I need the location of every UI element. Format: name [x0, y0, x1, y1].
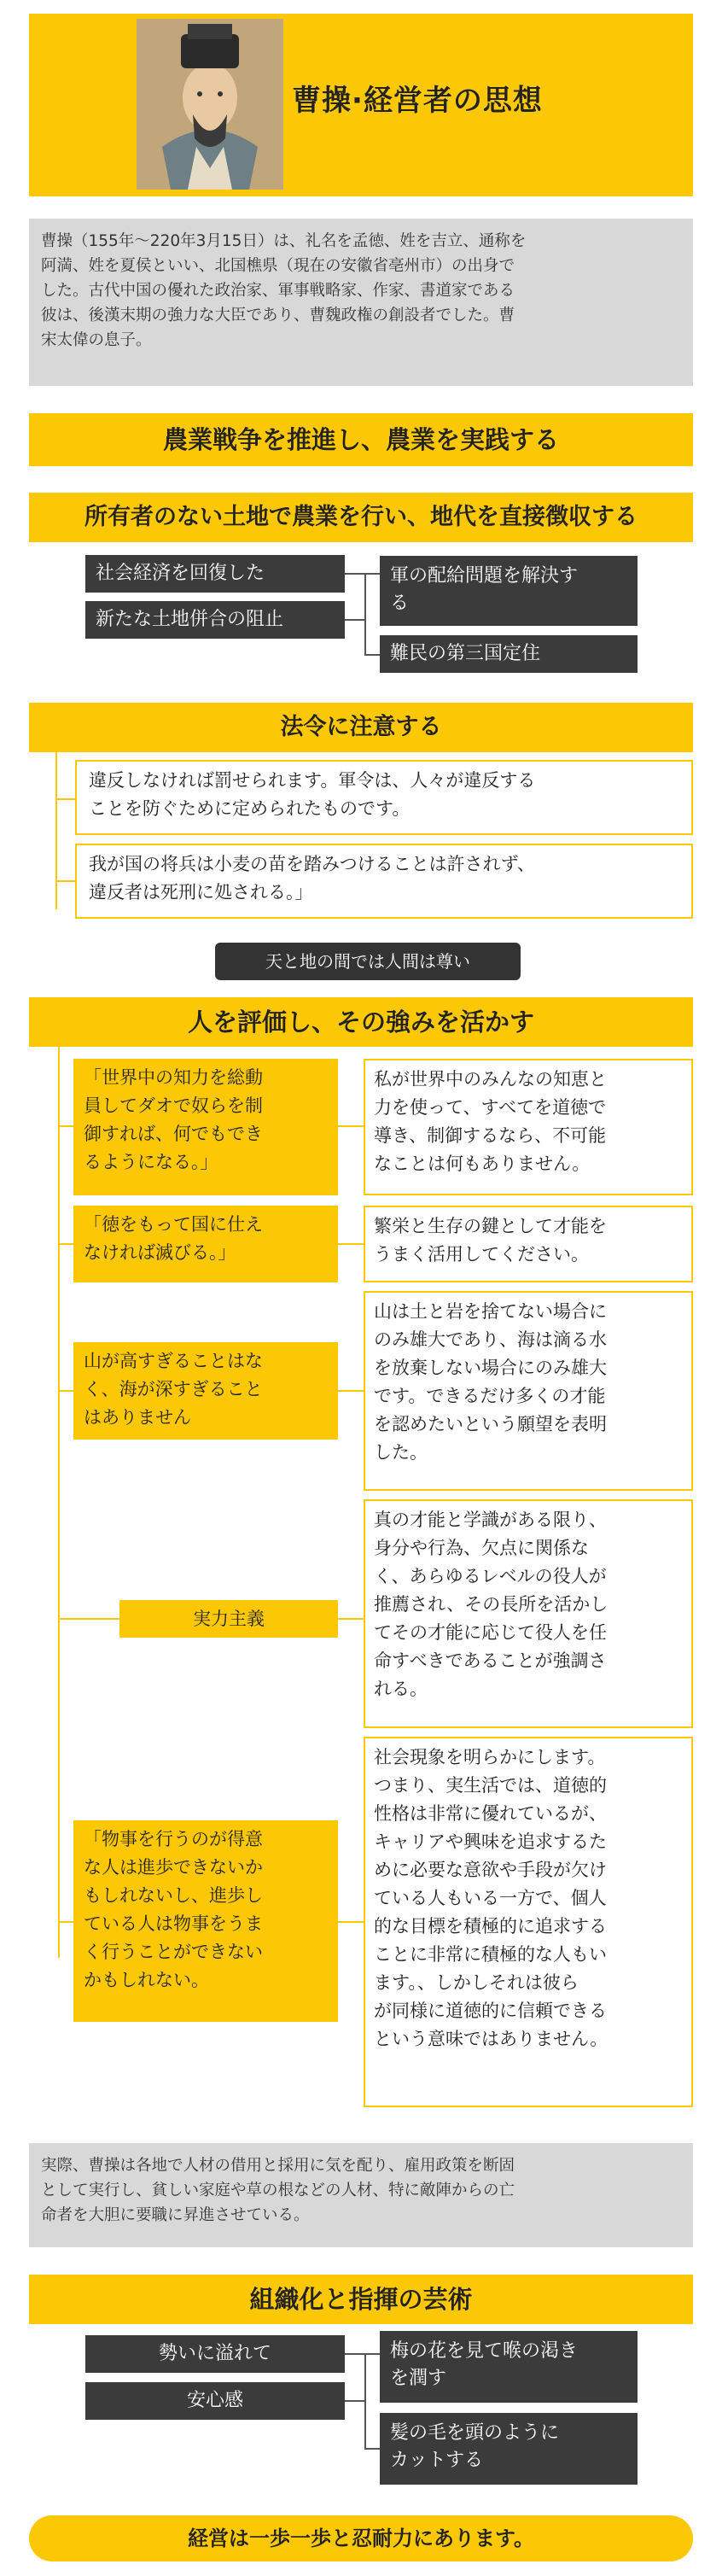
s3-expl-line: ます。、しかしそれは彼ら — [374, 1972, 579, 1993]
s3-explanation — [364, 1499, 693, 1728]
connector — [345, 619, 365, 621]
connector — [345, 2353, 365, 2355]
s3-expl-line: うまく活用してください。 — [374, 1244, 589, 1265]
connector — [338, 1390, 364, 1392]
s1-right-line: 軍の配給問題を解決す — [390, 565, 579, 587]
connector — [58, 1390, 73, 1392]
s3-expl-line: く、あらゆるレベルの役人が — [374, 1566, 607, 1586]
s3-quote-line: く、海が深すぎること — [84, 1379, 263, 1399]
s2-rule-item — [75, 760, 693, 835]
s2-rule-item — [75, 844, 693, 919]
s3-expl-line: 繁栄と生存の鍵として才能を — [374, 1216, 607, 1236]
footer-banner: 経営は一歩一歩と忍耐力にあります。 — [29, 2515, 693, 2561]
s3-quote-line: るようになる。」 — [84, 1152, 218, 1172]
s2-rule-line: 違反者は死刑に処される。」 — [89, 882, 313, 902]
section3-tag: 天と地の間では人間は尊い — [215, 943, 521, 980]
section4-title: 組織化と指揮の芸術 — [29, 2275, 693, 2324]
connector — [364, 2448, 380, 2450]
connector — [338, 1125, 364, 1127]
s3-explanation — [364, 1206, 693, 1282]
s3-expl-line: 力を使って、すべてを道徳で — [374, 1097, 607, 1118]
section1-subtitle: 所有者のない土地で農業を行い、地代を直接徴収する — [29, 493, 693, 542]
s3-quote-line: 「徳をもって国に仕え — [84, 1214, 263, 1235]
connector — [55, 880, 75, 882]
s3-expl-line: が同様に道徳的に信頼できる — [374, 2001, 607, 2021]
s3-expl-line: めに必要な意欲や手段が欠け — [374, 1860, 607, 1880]
s4-right-item — [380, 2331, 638, 2403]
s3-quote-line: もしれないし、進歩し — [84, 1885, 263, 1906]
s3-expl-line: ことに非常に積極的な人もい — [374, 1944, 607, 1965]
connector — [364, 654, 380, 656]
s4-left-item: 安心感 — [85, 2382, 345, 2420]
intro-line: 彼は、後漢末期の強力な大臣であり、曹魏政権の創設者でした。曹 — [41, 307, 515, 324]
s3-expl-line: 推薦され、その長所を活かし — [374, 1594, 608, 1615]
s3-quote-line: かもしれない。 — [84, 1970, 209, 1990]
s3-expl-line: 山は土と岩を捨てない場合に — [374, 1301, 607, 1322]
s3-expl-line: です。できるだけ多くの才能 — [374, 1386, 606, 1406]
s3-expl-line: ている人もいる一方で、個人 — [374, 1888, 607, 1908]
s1-right-line: る — [390, 593, 410, 614]
connector — [58, 1125, 73, 1127]
s3-expl-line: 命すべきであることが強調さ — [374, 1650, 607, 1671]
s2-rule-line: 我が国の将兵は小麦の苗を踏みつけることは許されず、 — [89, 854, 535, 874]
connector — [55, 752, 57, 909]
s1-left-item: 社会経済を回復した — [85, 555, 345, 593]
note-text — [29, 2143, 693, 2247]
connector — [364, 2353, 380, 2355]
s3-quote: 実力主義 — [119, 1600, 338, 1638]
s2-rule-line: ことを防ぐために定められたものです。 — [89, 798, 410, 819]
s3-expl-line: 真の才能と学識がある限り、 — [374, 1510, 607, 1530]
s3-expl-line: 身分や行為、欠点に関係な — [374, 1538, 589, 1558]
s2-rule-line: 違反しなければ罰せられます。軍令は、人々が違反する — [89, 770, 536, 791]
intro-line: 曹操（155年～220年3月15日）は、礼名を孟徳、姓を吉立、通称を — [41, 232, 527, 250]
connector — [58, 1243, 73, 1245]
s3-quote — [73, 1206, 338, 1282]
s3-expl-line: 私が世界中のみんなの知恵と — [374, 1069, 607, 1089]
s3-quote-line: ている人は物事をうま — [84, 1913, 263, 1934]
connector — [338, 1921, 364, 1923]
connector — [364, 573, 380, 575]
connector — [73, 1618, 119, 1620]
s3-quote-line: な人は進歩できないか — [84, 1857, 263, 1878]
note-line: として実行し、貧しい家庭や草の根などの人材、特に敵陣からの亡 — [41, 2182, 515, 2199]
s3-expl-line: キャリアや興味を追求するた — [374, 1831, 607, 1852]
s3-expl-line: を認めたいという願望を表明 — [374, 1414, 607, 1434]
s3-quote — [73, 1820, 338, 2022]
s3-expl-line: なことは何もありません。 — [374, 1154, 591, 1174]
connector — [345, 2400, 365, 2402]
s1-right-item — [380, 556, 638, 626]
s1-left-item: 新たな土地併合の阻止 — [85, 601, 345, 639]
s3-quote-line: 「物事を行うのが得意 — [84, 1829, 263, 1849]
s4-right-line: カットする — [390, 2450, 484, 2471]
connector — [364, 573, 366, 655]
s1-right-item: 難民の第三国定住 — [380, 635, 638, 673]
s3-quote-line: 山が高すぎることはな — [84, 1351, 263, 1371]
s3-explanation — [364, 1059, 693, 1195]
s3-quote-line: なければ滅びる。」 — [84, 1242, 236, 1263]
s3-expl-line: を放棄しない場合にのみ雄大 — [374, 1358, 607, 1378]
connector — [58, 1921, 73, 1923]
s3-explanation — [364, 1291, 693, 1491]
connector — [345, 573, 365, 575]
intro-line: 阿満、姓を夏侯といい、北国樵県（現在の安徽省亳州市）の出身で — [41, 257, 515, 275]
s3-quote-line: 御すれば、何でもでき — [84, 1124, 263, 1144]
s4-left-item: 勢いに溢れて — [85, 2335, 345, 2373]
s3-quote-line: はありません — [84, 1407, 191, 1428]
s3-quote-line: 員してダオで奴らを制 — [84, 1095, 263, 1116]
s3-expl-line: 社会現象を明らかにします。 — [374, 1747, 606, 1767]
s3-quote — [73, 1059, 338, 1195]
section3-title: 人を評価し、その強みを活かす — [29, 997, 693, 1047]
s3-expl-line: 性格は非常に優れているが、 — [374, 1803, 607, 1824]
page-title: 曹操·経営者の思想 — [292, 84, 543, 118]
s3-quote-line: く行うことができない — [84, 1942, 263, 1962]
section1-title: 農業戦争を推進し、農業を実践する — [29, 413, 693, 466]
note-line: 実際、曹操は各地で人材の借用と採用に気を配り、雇用政策を断固 — [41, 2157, 515, 2175]
s4-right-item — [380, 2413, 638, 2485]
s3-expl-line: てその才能に応じて役人を任 — [374, 1622, 607, 1643]
s3-expl-line: した。 — [374, 1442, 428, 1463]
s3-expl-line: つまり、実生活では、道徳的 — [374, 1775, 607, 1796]
s4-right-line: を潤す — [390, 2368, 447, 2389]
s3-expl-line: 導き、制御するなら、不可能 — [374, 1125, 607, 1146]
connector — [58, 1047, 60, 1958]
connector — [58, 1618, 73, 1620]
s4-right-line: 梅の花を見て喉の渇き — [390, 2340, 579, 2362]
section2-title: 法令に注意する — [29, 703, 693, 752]
connector — [338, 1243, 364, 1245]
s3-expl-line: れる。 — [374, 1679, 428, 1699]
intro-line: 宋太偉の息子。 — [41, 331, 152, 349]
portrait-image — [137, 19, 283, 190]
note-line: 命者を大胆に要職に昇進させている。 — [41, 2206, 310, 2224]
s3-expl-line: という意味ではありません。 — [374, 2029, 608, 2049]
s3-expl-line: のみ雄大であり、海は滴る水 — [374, 1329, 607, 1350]
s3-quote — [73, 1342, 338, 1440]
s3-expl-line: 的な目標を積極的に追求する — [374, 1916, 607, 1936]
s3-quote-line: 「世界中の知力を総動 — [84, 1067, 263, 1088]
intro-text — [29, 219, 693, 386]
connector — [55, 798, 75, 800]
connector — [338, 1618, 364, 1620]
s3-explanation — [364, 1737, 693, 2107]
s4-right-line: 髪の毛を頭のように — [390, 2422, 560, 2444]
connector — [364, 2353, 366, 2449]
intro-line: した。古代中国の優れた政治家、軍事戦略家、作家、書道家である — [41, 282, 515, 300]
